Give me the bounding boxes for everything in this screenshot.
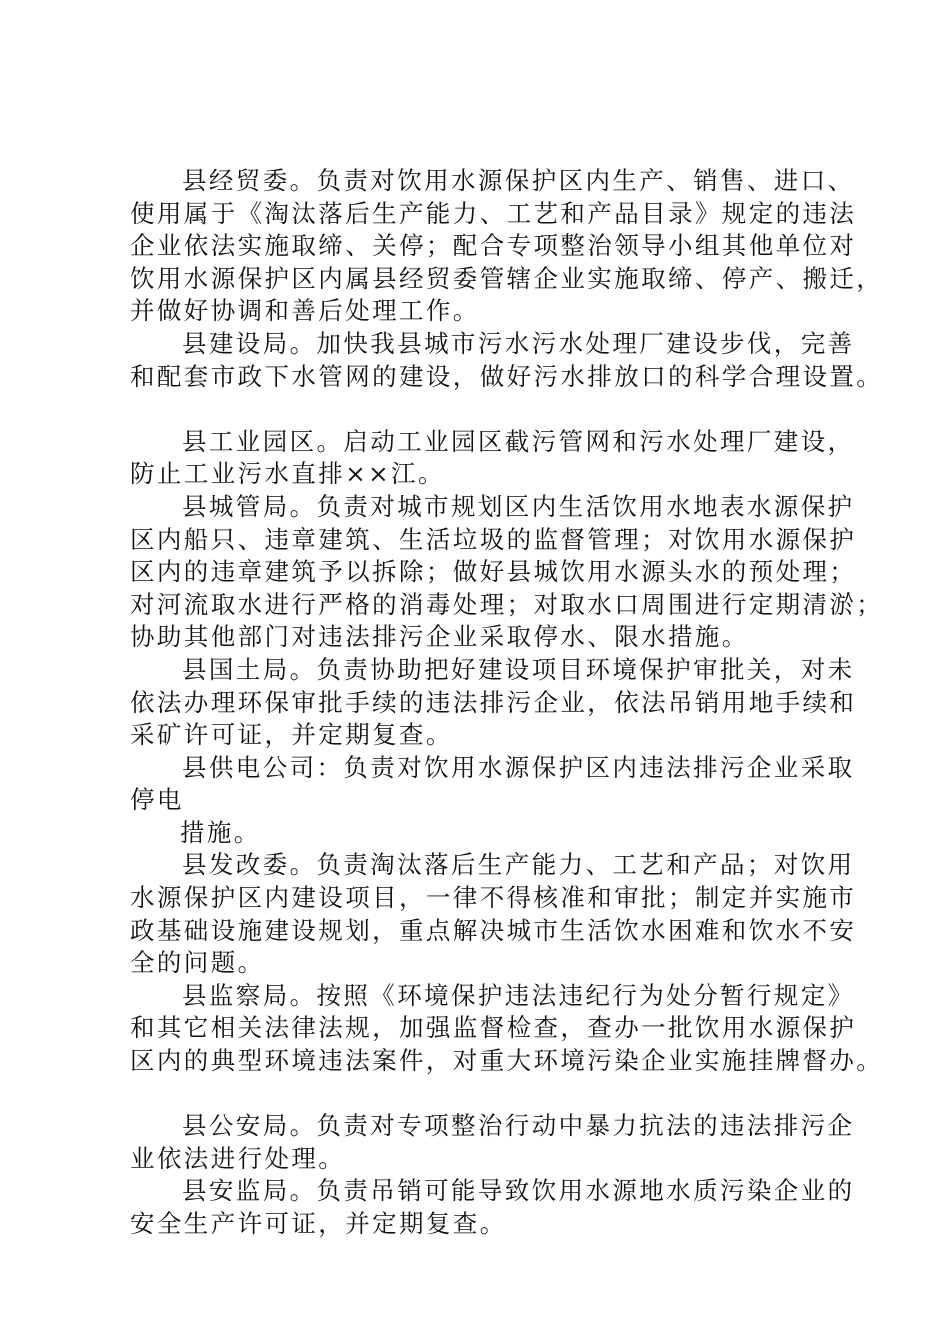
paragraph-line: 县公安局。负责对专项整治行动中暴力抗法的违法排污企 <box>182 1111 855 1141</box>
paragraph-line: 措施。 <box>180 817 261 847</box>
paragraph-line: 县监察局。按照《环境保护违法违纪行为处分暂行规定》 <box>182 980 855 1010</box>
paragraph-line: 和配套市政下水管网的建设，做好污水排放口的科学合理设置。 <box>130 361 884 391</box>
paragraph-line: 安全生产许可证，并定期复查。 <box>130 1209 507 1238</box>
paragraph-line: 企业依法实施取缔、关停；配合专项整治领导小组其他单位对 <box>130 231 857 261</box>
paragraph-line: 县国土局。负责协助把好建设项目环境保护审批关，对未 <box>182 654 855 684</box>
paragraph-line: 防止工业污水直排××江。 <box>130 459 445 489</box>
paragraph-line: 全的问题。 <box>130 948 265 978</box>
paragraph-line: 业依法进行处理。 <box>130 1143 346 1173</box>
paragraph-line: 区内的违章建筑予以拆除；做好县城饮用水源头水的预处理； <box>130 557 857 587</box>
paragraph-line: 县经贸委。负责对饮用水源保护区内生产、销售、进口、 <box>182 166 855 195</box>
paragraph-line: 依法办理环保审批手续的违法排污企业，依法吊销用地手续和 <box>130 687 857 717</box>
paragraph-line: 县安监局。负责吊销可能导致饮用水源地水质污染企业的 <box>182 1176 855 1206</box>
paragraph-line: 县城管局。负责对城市规划区内生活饮用水地表水源保护 <box>182 491 855 521</box>
paragraph-line: 水源保护区内建设项目，一律不得核准和审批；制定并实施市 <box>130 883 857 913</box>
paragraph-line: 饮用水源保护区内属县经贸委管辖企业实施取缔、停产、搬迁， <box>130 263 884 293</box>
paragraph-gap <box>130 1078 835 1111</box>
paragraph-line: 县建设局。加快我县城市污水污水处理厂建设步伐，完善 <box>182 328 855 358</box>
paragraph-gap <box>130 393 835 426</box>
paragraph-line: 采矿许可证，并定期复查。 <box>130 720 453 750</box>
paragraph-line: 区内的典型环境违法案件，对重大环境污染企业实施挂牌督办。 <box>130 1046 884 1076</box>
paragraph-line: 县工业园区。启动工业园区截污管网和污水处理厂建设， <box>182 426 855 456</box>
paragraph-line: 和其它相关法律法规，加强监督检查，查办一批饮用水源保护 <box>130 1013 857 1043</box>
paragraph-line: 对河流取水进行严格的消毒处理；对取水口周围进行定期清淤； <box>130 589 884 619</box>
paragraph-line: 并做好协调和善后处理工作。 <box>130 296 480 326</box>
paragraph-line: 县供电公司：负责对饮用水源保护区内违法排污企业采取 <box>182 752 855 782</box>
paragraph-line: 停电 <box>130 785 184 815</box>
paragraph-line: 县发改委。负责淘汰落后生产能力、工艺和产品；对饮用 <box>182 850 855 880</box>
paragraph-line: 使用属于《淘汰落后生产能力、工艺和产品目录》规定的违法 <box>130 198 857 228</box>
paragraph-line: 政基础设施建设规划，重点解决城市生活饮水困难和饮水不安 <box>130 915 857 945</box>
paragraph-line: 协助其他部门对违法排污企业采取停水、限水措施。 <box>130 622 749 652</box>
document-body <box>130 165 884 1241</box>
paragraph-line: 区内船只、违章建筑、生活垃圾的监督管理；对饮用水源保护 <box>130 524 857 554</box>
